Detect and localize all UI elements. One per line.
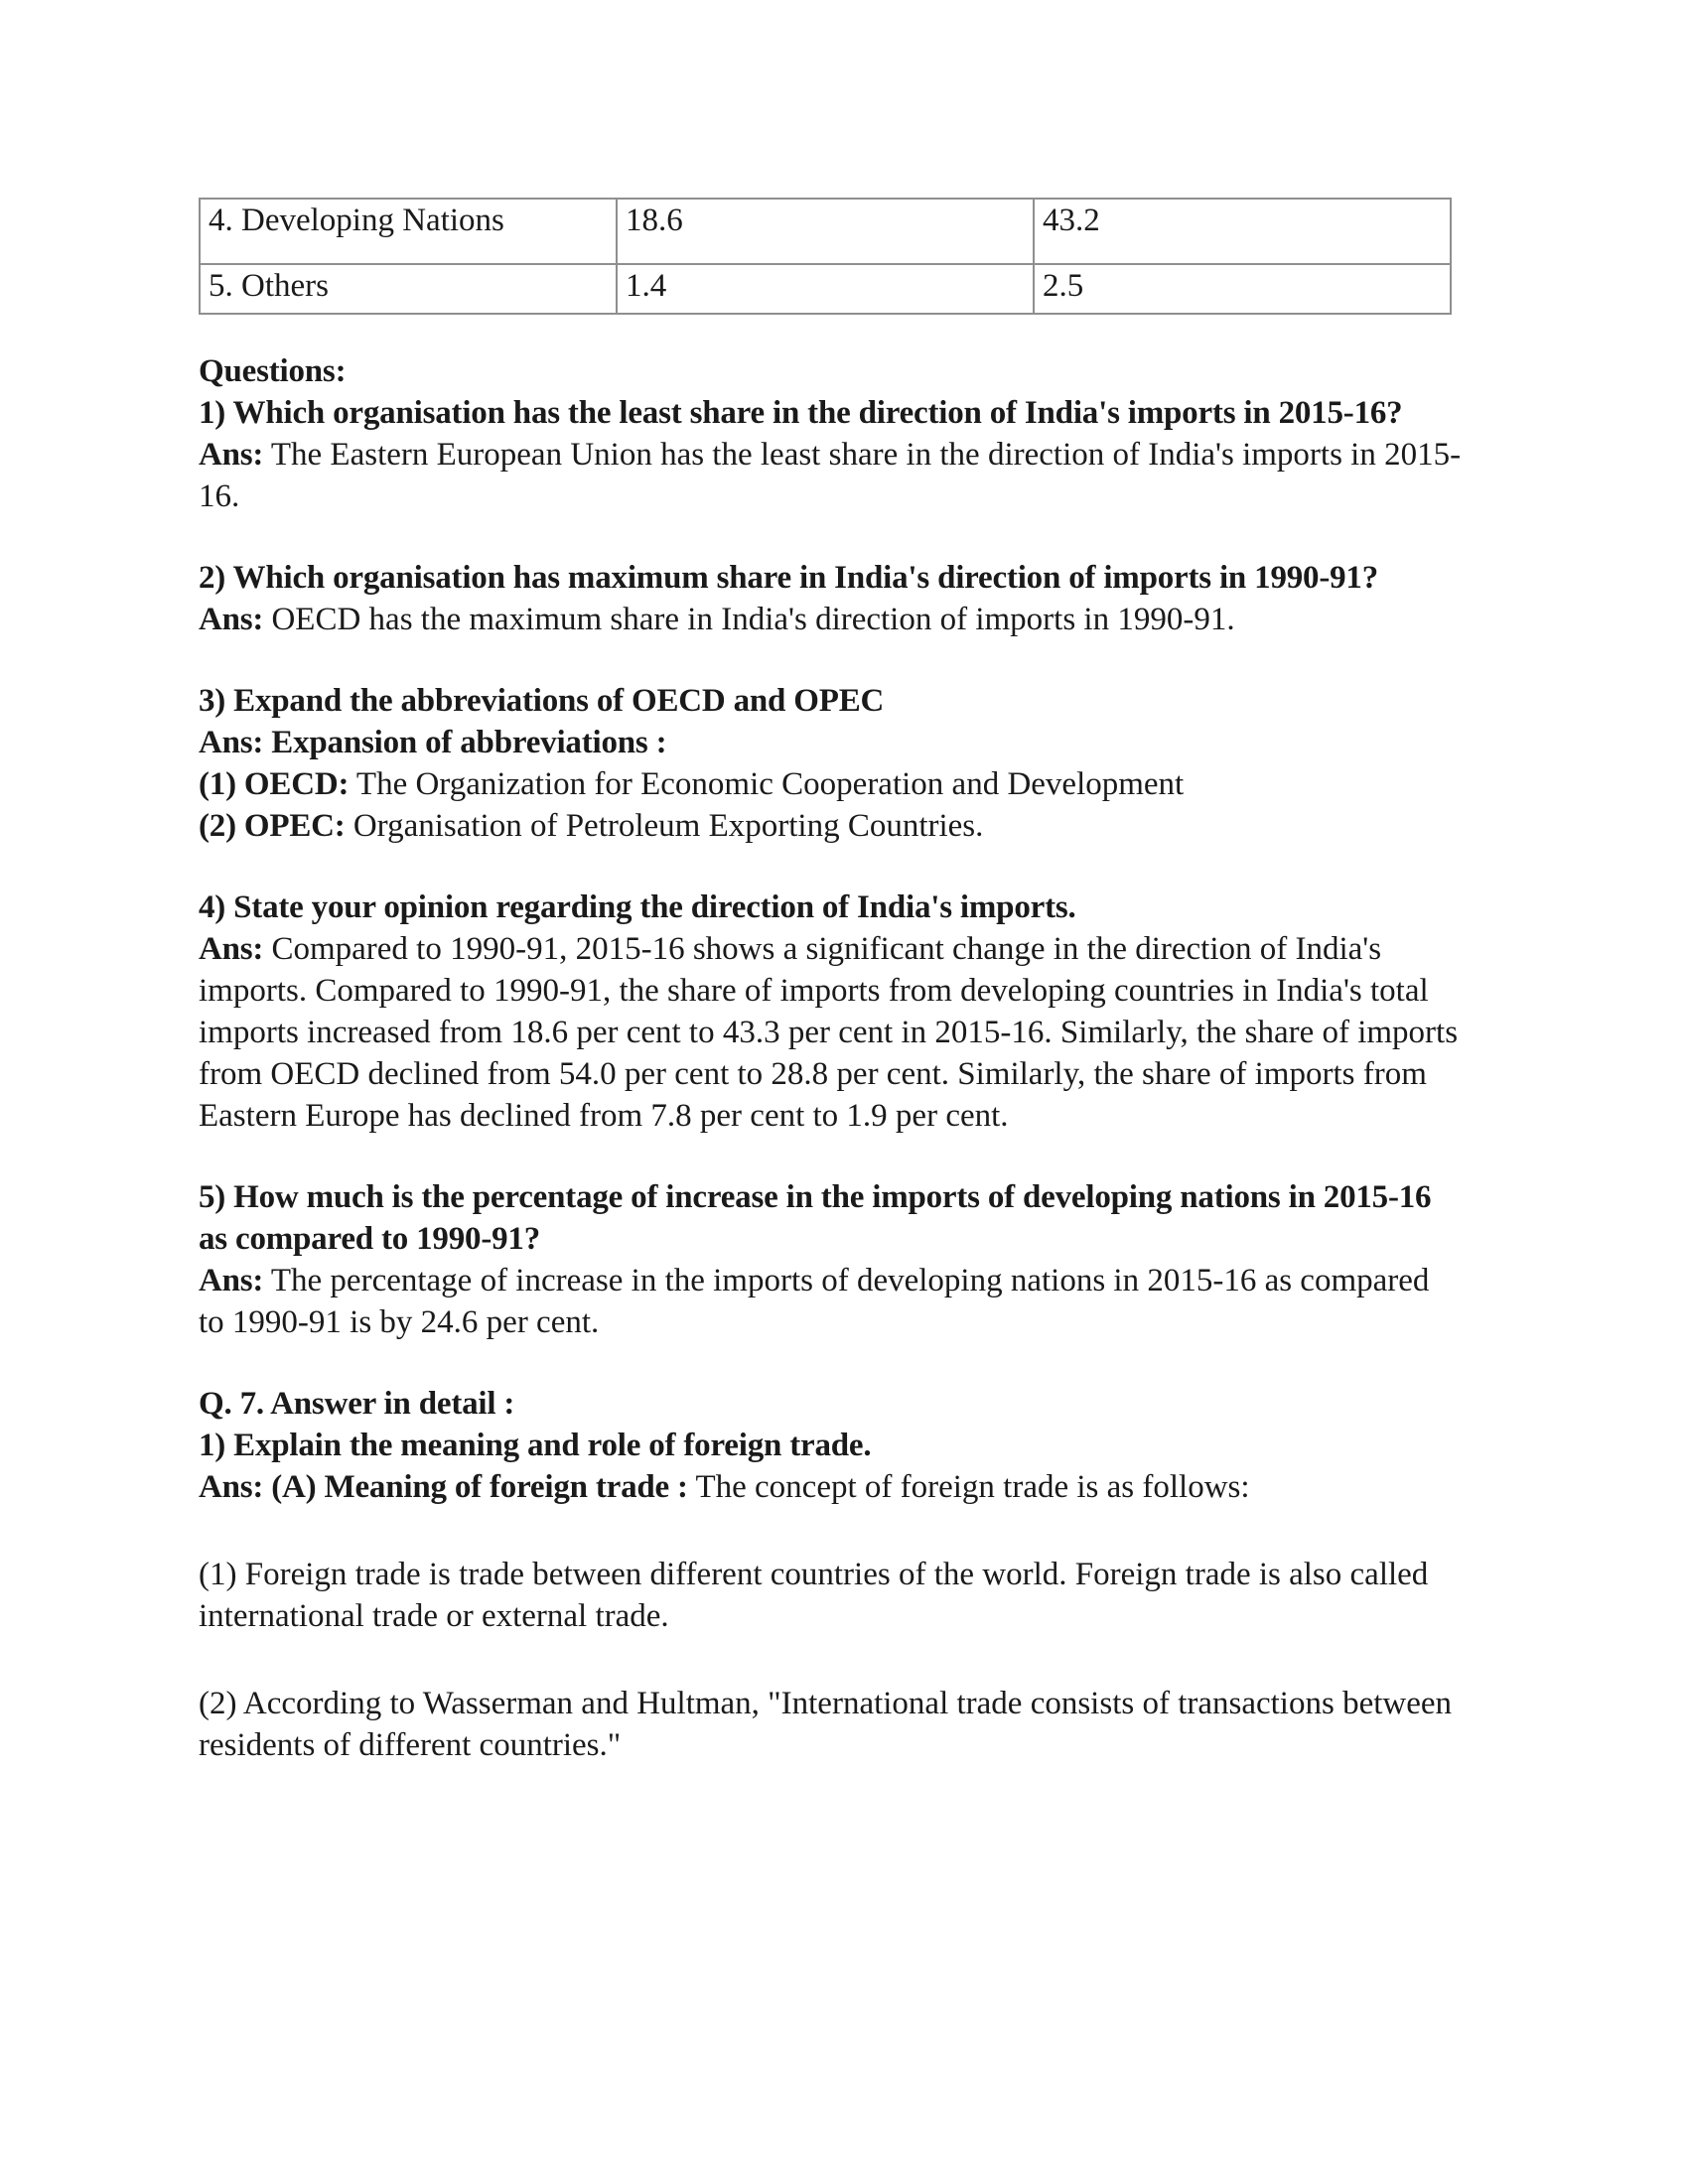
answer-5 [199,1260,1462,1343]
imports-direction-table [199,198,1452,315]
answer-1 [199,434,1462,517]
ans-label: Ans: [199,602,264,637]
question-4: 4) State your opinion regarding the direction of India's imports. [199,889,1076,925]
ans-label: Ans: [199,437,264,473]
organisation-cell: 5. Others [200,264,617,314]
answer-7-para-1: (1) Foreign trade is trade between different countries of the world. Foreign trade is also called international trade or external trade. [199,1557,1429,1634]
question-3: 3) Expand the abbreviations of OECD and OPEC [199,683,885,719]
item-label: (2) OPEC: [199,808,346,844]
answer-3-item-opec [199,805,1462,847]
value-cell-2: 2.5 [1034,264,1451,314]
table-row-others [200,264,1451,314]
organisation-cell: 4. Developing Nations [200,199,617,264]
table-row-developing-nations [200,199,1451,264]
value-cell-1: 18.6 [617,199,1034,264]
question-7-heading: Q. 7. Answer in detail : [199,1386,515,1422]
item-label: (1) OECD: [199,766,350,802]
question-7-sub: 1) Explain the meaning and role of foreign trade. [199,1428,872,1463]
answer-3-heading: Ans: Expansion of abbreviations : [199,725,667,760]
answer-text: OECD has the maximum share in India's direction of imports in 1990-91. [263,602,1235,637]
value-cell-2: 43.2 [1034,199,1451,264]
answer-text: The percentage of increase in the imports of developing nations in 2015-16 as compared to 1990-91 is by 24.6 per cent. [199,1263,1430,1340]
answer-3-item-oecd [199,763,1462,805]
question-5: 5) How much is the percentage of increase in the imports of developing nations in 2015-16 as compared to 1990-91? [199,1179,1432,1257]
ans-label: Ans: [199,931,264,967]
answer-text: Compared to 1990-91, 2015-16 shows a significant change in the direction of India's imports. Compared to 1990-91, the share of imports from developing countries in India's total imports increased from 18.6 per cent to 43.3 per cent in 2015-16. Similarly, the share of imports from OECD declined from 54.0 per cent to 28.8 per cent. Similarly, the share of imports from Eastern Europe has declined from 7.8 per cent to 1.9 per cent. [199,931,1459,1134]
ans-label: Ans: (A) Meaning of foreign trade : [199,1469,688,1505]
questions-heading: Questions: [199,353,347,389]
question-2: 2) Which organisation has maximum share in India's direction of imports in 1990-91? [199,560,1379,596]
answer-7-lead [199,1466,1462,1508]
answer-text: The concept of foreign trade is as follows: [687,1469,1250,1505]
answer-7-para-2: (2) According to Wasserman and Hultman, "International trade consists of transactions between residents of different countries." [199,1686,1453,1763]
item-text: The Organization for Economic Cooperation and Development [349,766,1185,802]
answer-4 [199,928,1462,1137]
value-cell-1: 1.4 [617,264,1034,314]
item-text: Organisation of Petroleum Exporting Countries. [345,808,984,844]
ans-label: Ans: [199,1263,264,1298]
answer-2 [199,599,1462,640]
answer-text: The Eastern European Union has the least share in the direction of India's imports in 2015-16. [199,437,1462,514]
question-1: 1) Which organisation has the least share in the direction of India's imports in 2015-16? [199,395,1403,431]
